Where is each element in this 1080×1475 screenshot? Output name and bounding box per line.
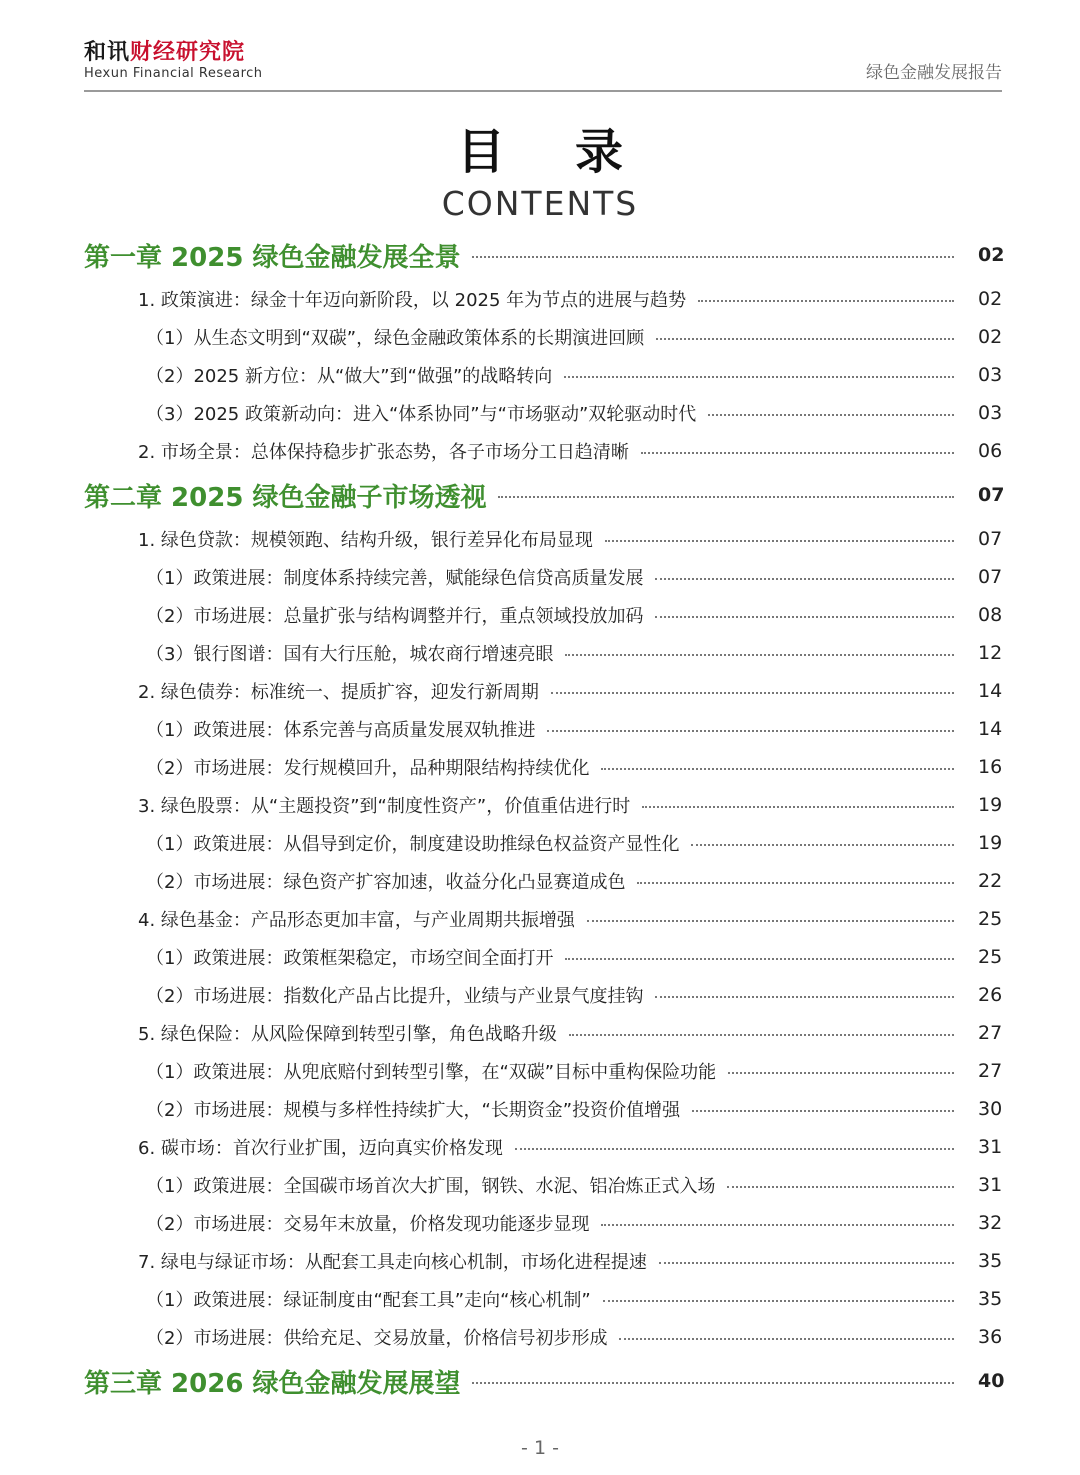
toc-entry-label: 第三章 2026 绿色金融发展展望 xyxy=(84,1368,461,1399)
toc-entry-label: （1）政策进展：政策框架稳定，市场空间全面打开 xyxy=(146,948,554,969)
toc-entry-sec[interactable] xyxy=(84,1014,1002,1052)
dot-leader xyxy=(656,338,954,340)
toc-page-number: 35 xyxy=(978,1250,1003,1272)
toc-entry-sub[interactable] xyxy=(84,318,1002,356)
dot-leader xyxy=(603,1300,954,1302)
logo-cn-part1: 和讯 xyxy=(84,40,131,65)
dot-leader xyxy=(601,1224,954,1226)
toc-entry-label: 第二章 2025 绿色金融子市场透视 xyxy=(84,482,487,513)
toc-entry-chapter[interactable] xyxy=(84,470,1005,520)
dot-leader xyxy=(692,1110,954,1112)
toc-entry-sec[interactable] xyxy=(84,900,1002,938)
toc-entry-sub[interactable] xyxy=(84,356,1002,394)
dot-leader xyxy=(655,996,954,998)
toc-entry-label: （1）从生态文明到“双碳”，绿色金融政策体系的长期演进回顾 xyxy=(146,328,645,349)
logo-en: Hexun Financial Research xyxy=(84,66,263,81)
dot-leader xyxy=(605,540,954,542)
dot-leader xyxy=(564,376,954,378)
toc-entry-sec[interactable] xyxy=(84,1128,1002,1166)
dot-leader xyxy=(601,768,954,770)
toc-entry-label: 第一章 2025 绿色金融发展全景 xyxy=(84,242,461,273)
toc-entry-sec[interactable] xyxy=(84,672,1002,710)
dot-leader xyxy=(472,1382,954,1384)
dot-leader xyxy=(498,496,954,498)
toc-entry-label: 1. 绿色贷款：规模领跑、结构升级，银行差异化布局显现 xyxy=(138,530,593,551)
toc-page-number: 19 xyxy=(978,832,1003,854)
toc-entry-sec[interactable] xyxy=(84,280,1002,318)
dot-leader xyxy=(691,844,954,846)
toc-entry-sub[interactable] xyxy=(84,824,1002,862)
toc-entry-sec[interactable] xyxy=(84,786,1002,824)
toc-page-number: 22 xyxy=(978,870,1003,892)
toc-entry-label: （2）市场进展：交易年末放量，价格发现功能逐步显现 xyxy=(146,1214,590,1235)
toc-entry-sec[interactable] xyxy=(84,1242,1002,1280)
toc-entry-label: 5. 绿色保险：从风险保障到转型引擎，角色战略升级 xyxy=(138,1024,557,1045)
toc-page-number: 25 xyxy=(978,946,1003,968)
toc-entry-sub[interactable] xyxy=(84,862,1002,900)
toc-entry-label: 4. 绿色基金：产品形态更加丰富，与产业周期共振增强 xyxy=(138,910,575,931)
toc-entry-label: 6. 碳市场：首次行业扩围，迈向真实价格发现 xyxy=(138,1138,503,1159)
toc-entry-sub[interactable] xyxy=(84,1280,1002,1318)
toc-page-number: 31 xyxy=(978,1174,1003,1196)
toc-page-number: 03 xyxy=(978,364,1003,386)
toc-page-number: 26 xyxy=(978,984,1003,1006)
toc-entry-chapter[interactable] xyxy=(84,230,1005,280)
toc-entry-sec[interactable] xyxy=(84,520,1002,558)
toc-entry-label: 3. 绿色股票：从“主题投资”到“制度性资产”，价值重估进行时 xyxy=(138,796,631,817)
toc-page-number: 06 xyxy=(978,440,1003,462)
report-title: 绿色金融发展报告 xyxy=(866,63,1002,83)
page-number: - 1 - xyxy=(521,1437,559,1459)
dot-leader xyxy=(551,692,954,694)
toc-page-number: 02 xyxy=(978,244,1005,266)
toc-page-number: 32 xyxy=(978,1212,1003,1234)
dot-leader xyxy=(641,452,954,454)
dot-leader xyxy=(728,1072,954,1074)
dot-leader xyxy=(515,1148,954,1150)
toc-entry-sub[interactable] xyxy=(84,1052,1002,1090)
table-of-contents xyxy=(84,230,1005,1406)
toc-entry-label: （1）政策进展：从倡导到定价，制度建设助推绿色权益资产显性化 xyxy=(146,834,680,855)
toc-entry-label: 2. 绿色债券：标准统一、提质扩容，迎发行新周期 xyxy=(138,682,539,703)
hexun-logo xyxy=(84,40,263,82)
dot-leader xyxy=(569,1034,954,1036)
dot-leader xyxy=(642,806,954,808)
dot-leader xyxy=(637,882,954,884)
toc-entry-label: （2）市场进展：指数化产品占比提升，业绩与产业景气度挂钩 xyxy=(146,986,644,1007)
toc-page-number: 36 xyxy=(978,1326,1003,1348)
toc-page-number: 27 xyxy=(978,1060,1003,1082)
toc-page-number: 02 xyxy=(978,326,1003,348)
dot-leader xyxy=(547,730,954,732)
toc-entry-label: （1）政策进展：绿证制度由“配套工具”走向“核心机制” xyxy=(146,1290,591,1311)
toc-entry-label: 2. 市场全景：总体保持稳步扩张态势，各子市场分工日趋清晰 xyxy=(138,442,629,463)
toc-entry-label: （2）市场进展：供给充足、交易放量，价格信号初步形成 xyxy=(146,1328,608,1349)
toc-page-number: 03 xyxy=(978,402,1003,424)
dot-leader xyxy=(655,578,954,580)
toc-page-number: 30 xyxy=(978,1098,1003,1120)
dot-leader xyxy=(708,414,954,416)
dot-leader xyxy=(565,654,954,656)
toc-entry-label: （2）市场进展：规模与多样性持续扩大，“长期资金”投资价值增强 xyxy=(146,1100,681,1121)
toc-entry-sub[interactable] xyxy=(84,710,1002,748)
toc-page-number: 08 xyxy=(978,604,1003,626)
dot-leader xyxy=(472,256,954,258)
toc-entry-label: （1）政策进展：体系完善与高质量发展双轨推进 xyxy=(146,720,536,741)
toc-page-number: 14 xyxy=(978,680,1003,702)
toc-page-number: 19 xyxy=(978,794,1003,816)
toc-page-number: 16 xyxy=(978,756,1003,778)
toc-page-number: 07 xyxy=(978,566,1003,588)
dot-leader xyxy=(565,958,954,960)
toc-page-number: 40 xyxy=(978,1370,1005,1392)
toc-entry-sub[interactable] xyxy=(84,748,1002,786)
toc-entry-sub[interactable] xyxy=(84,1090,1002,1128)
toc-entry-sub[interactable] xyxy=(84,976,1002,1014)
toc-page-number: 14 xyxy=(978,718,1003,740)
dot-leader xyxy=(659,1262,954,1264)
toc-entry-label: （1）政策进展：全国碳市场首次大扩围，钢铁、水泥、铝冶炼正式入场 xyxy=(146,1176,716,1197)
toc-entry-label: （3）2025 政策新动向：进入“体系协同”与“市场驱动”双轮驱动时代 xyxy=(146,404,697,425)
toc-entry-label: （2）市场进展：绿色资产扩容加速，收益分化凸显赛道成色 xyxy=(146,872,626,893)
dot-leader xyxy=(727,1186,954,1188)
dot-leader xyxy=(698,300,954,302)
toc-entry-sub[interactable] xyxy=(84,1204,1002,1242)
toc-entry-sub[interactable] xyxy=(84,1166,1002,1204)
toc-entry-sec[interactable] xyxy=(84,432,1002,470)
toc-entry-sub[interactable] xyxy=(84,558,1002,596)
toc-page-number: 31 xyxy=(978,1136,1003,1158)
toc-page-number: 02 xyxy=(978,288,1003,310)
toc-page-number: 12 xyxy=(978,642,1003,664)
toc-entry-sub[interactable] xyxy=(84,394,1002,432)
toc-entry-sub[interactable] xyxy=(84,938,1002,976)
toc-entry-label: （3）银行图谱：国有大行压舱，城农商行增速亮眼 xyxy=(146,644,554,665)
toc-entry-label: （2）市场进展：总量扩张与结构调整并行，重点领域投放加码 xyxy=(146,606,644,627)
toc-entry-chapter[interactable] xyxy=(84,1356,1005,1406)
dot-leader xyxy=(587,920,954,922)
toc-entry-sub[interactable] xyxy=(84,634,1002,672)
toc-page-number: 27 xyxy=(978,1022,1003,1044)
toc-page-number: 07 xyxy=(978,528,1003,550)
toc-page-number: 07 xyxy=(978,484,1005,506)
toc-title-en: CONTENTS xyxy=(441,184,639,223)
toc-entry-sub[interactable] xyxy=(84,1318,1002,1356)
toc-page-number: 35 xyxy=(978,1288,1003,1310)
logo-cn xyxy=(84,40,263,66)
toc-entry-sub[interactable] xyxy=(84,596,1002,634)
toc-entry-label: 1. 政策演进：绿金十年迈向新阶段，以 2025 年为节点的进展与趋势 xyxy=(138,290,687,311)
dot-leader xyxy=(619,1338,954,1340)
toc-entry-label: （1）政策进展：从兜底赔付到转型引擎，在“双碳”目标中重构保险功能 xyxy=(146,1062,717,1083)
toc-page-number: 25 xyxy=(978,908,1003,930)
toc-title-cn: 目录 xyxy=(456,124,693,180)
toc-entry-label: 7. 绿电与绿证市场：从配套工具走向核心机制，市场化进程提速 xyxy=(138,1252,647,1273)
page-header xyxy=(84,38,1002,92)
logo-cn-part2: 财经研究院 xyxy=(130,40,246,65)
dot-leader xyxy=(655,616,954,618)
toc-entry-label: （1）政策进展：制度体系持续完善，赋能绿色信贷高质量发展 xyxy=(146,568,644,589)
toc-entry-label: （2）市场进展：发行规模回升，品种期限结构持续优化 xyxy=(146,758,590,779)
toc-entry-label: （2）2025 新方位：从“做大”到“做强”的战略转向 xyxy=(146,366,553,387)
